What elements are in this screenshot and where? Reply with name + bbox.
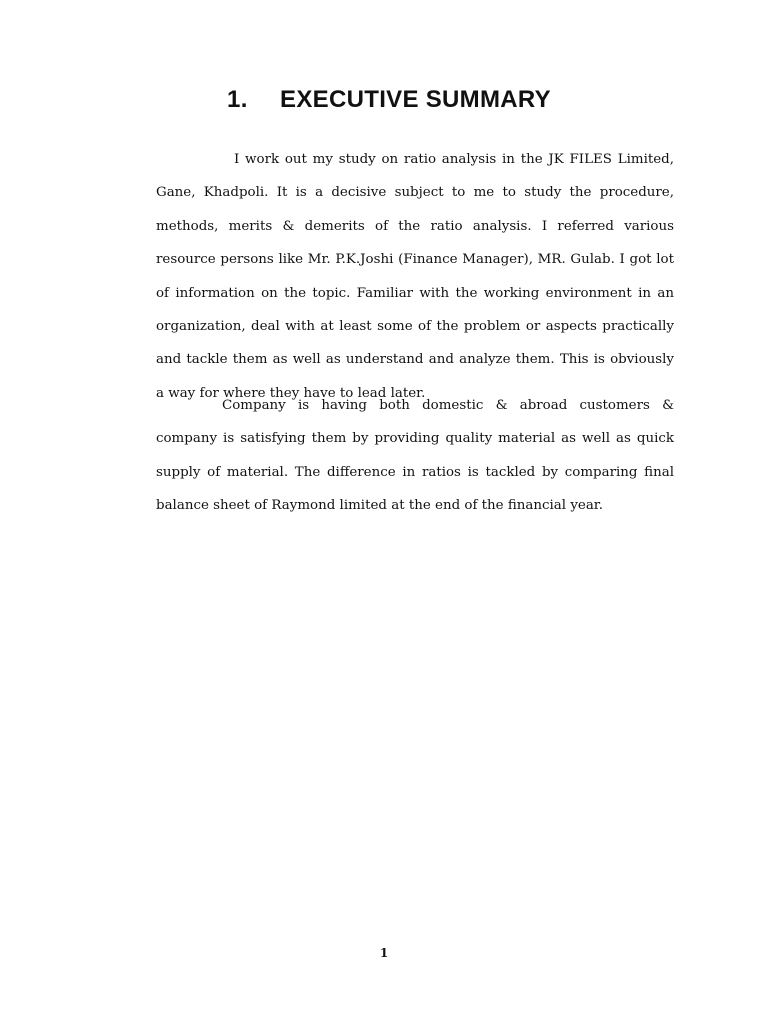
section-heading: [0, 86, 768, 114]
page-number: 1: [379, 946, 389, 960]
section-title: EXECUTIVE SUMMARY: [280, 86, 551, 113]
paragraph-company-customers: Company is having both domestic & abroad customers & company is satisfying them by providing quality material as well as quick supply of material. The difference in ratios is tackled by comparing final balance sheet of Raymond limited at the end of the financial year.: [156, 398, 674, 514]
paragraph-study-overview: I work out my study on ratio analysis in the JK FILES Limited, Gane, Khadpoli. It is a decisive subject to me to study the procedure, methods, merits & demerits of the ratio analysis. I referred various resource persons like Mr. P.K.Joshi (Finance Manager), MR. Gulab. I got lot of information on the topic. Familiar with the working environment in an organization, deal with at least some of the problem or aspects practically and tackle them as well as understand and analyze them. This is obviously a way for where they have to lead later.: [156, 152, 674, 401]
section-number: 1.: [227, 86, 248, 113]
